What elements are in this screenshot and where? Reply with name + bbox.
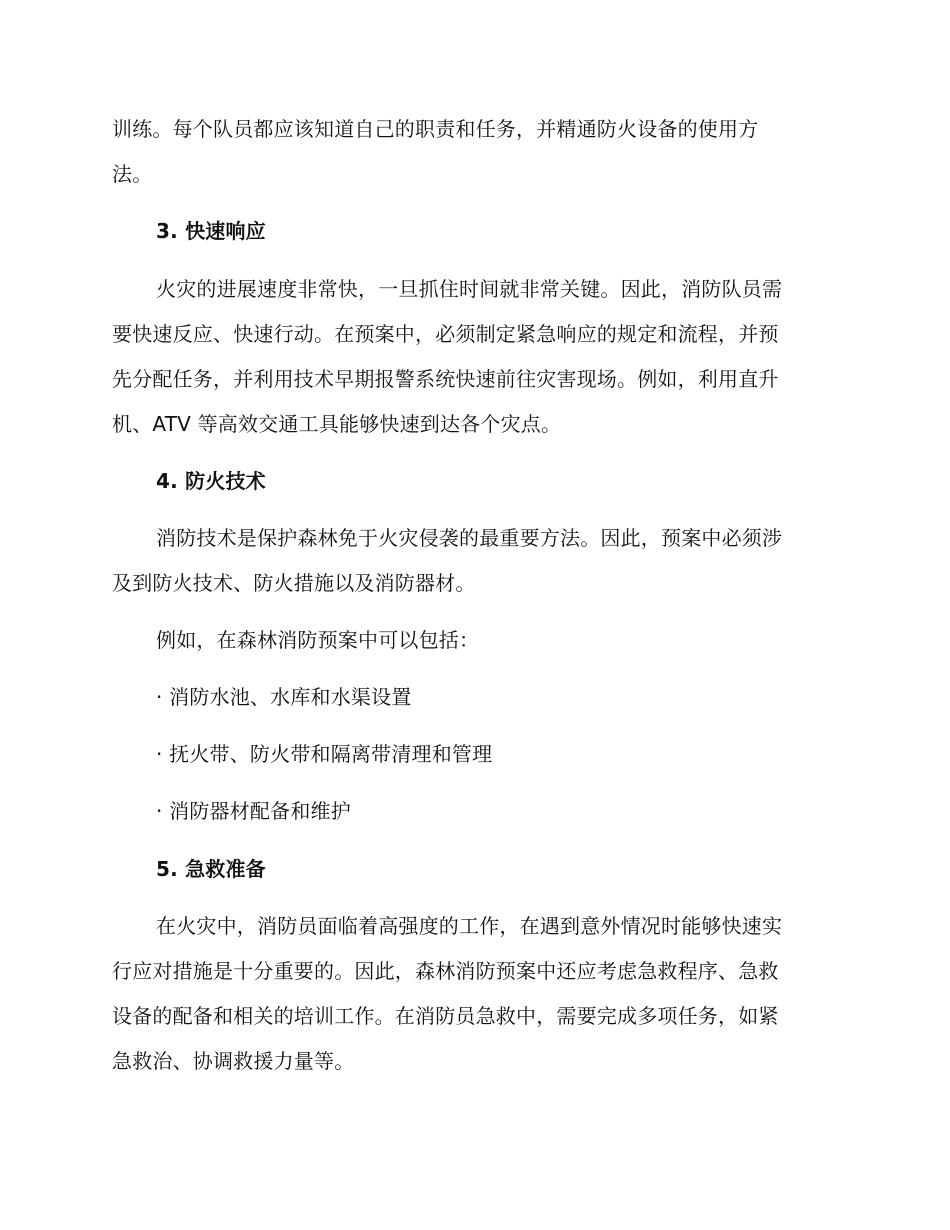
list-item: · 消防器材配备和维护 [156,799,351,823]
paragraph-line: 及到防火技术、防火措施以及消防器材。 [112,571,476,595]
paragraph-line: 要快速反应、快速行动。在预案中，必须制定紧急响应的规定和流程，并预 [112,322,779,346]
list-item: · 消防水池、水库和水渠设置 [156,685,412,709]
paragraph-line: 训练。每个队员都应该知道自己的职责和任务，并精通防火设备的使用方 [112,117,759,141]
paragraph-line: 火灾的进展速度非常快，一旦抓住时间就非常关键。因此，消防队员需 [156,277,783,301]
paragraph-line: 急救治、协调救援力量等。 [112,1049,355,1073]
section-heading-fire-prevention-tech: 4. 防火技术 [156,469,266,493]
paragraph-line: 设备的配备和相关的培训工作。在消防员急救中，需要完成多项任务，如紧 [112,1004,779,1028]
section-heading-quick-response: 3. 快速响应 [156,219,266,243]
paragraph-line: 先分配任务，并利用技术早期报警系统快速前往灾害现场。例如，利用直升 [112,367,779,391]
section-heading-first-aid: 5. 急救准备 [156,857,266,881]
paragraph-line: 消防技术是保护森林免于火灾侵袭的最重要方法。因此，预案中必须涉 [156,526,783,550]
list-item: · 抚火带、防火带和隔离带清理和管理 [156,742,493,766]
paragraph-line: 例如，在森林消防预案中可以包括： [156,628,480,652]
paragraph-line: 法。 [112,162,153,186]
paragraph-line: 在火灾中，消防员面临着高强度的工作，在遇到意外情况时能够快速实 [156,914,783,938]
paragraph-line: 机、ATV 等高效交通工具能够快速到达各个灾点。 [112,412,562,436]
paragraph-line: 行应对措施是十分重要的。因此，森林消防预案中还应考虑急救程序、急救 [112,959,779,983]
